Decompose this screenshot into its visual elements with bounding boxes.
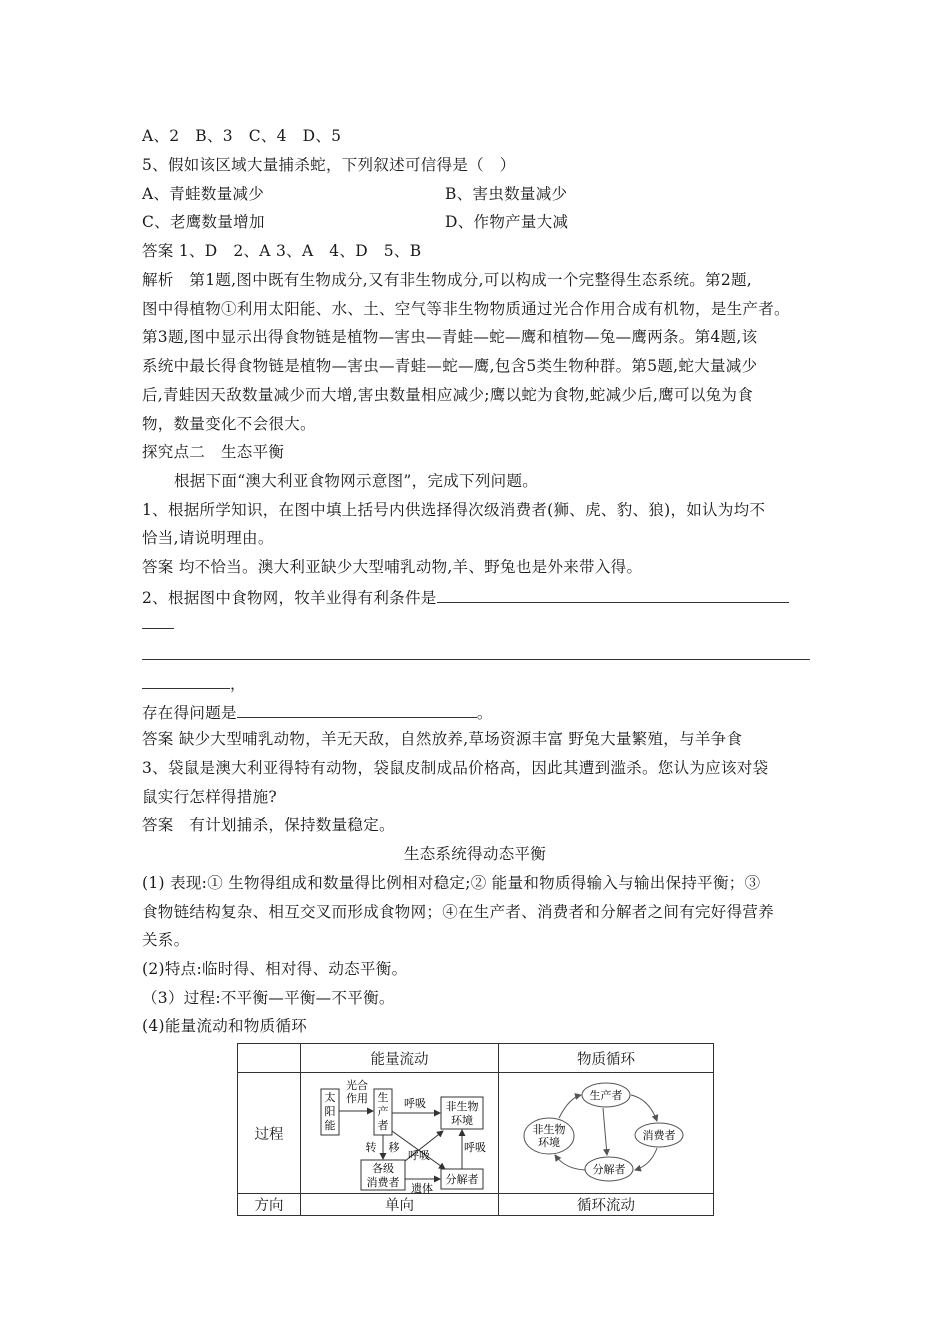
arrow-consumer-to-decomposer xyxy=(635,1148,657,1170)
remains-label: 遗体 xyxy=(411,1182,433,1193)
question-2-text: 2、根据图中食物网，牧羊业得有利条件是 xyxy=(142,589,437,607)
answer-2: 答案 缺少大型哺乳动物，羊无天敌，自然放养,草场资源丰富 野兔大量繁殖，与羊争食 xyxy=(142,730,743,748)
transfer-label: 转 xyxy=(365,1141,377,1154)
period: 。 xyxy=(476,704,493,722)
arrow-producer-to-consumer xyxy=(631,1095,657,1121)
respiration-mid-label: 呼吸 xyxy=(408,1149,430,1162)
analysis-line-4: 系统中最长得食物链是植物—害虫—青蛙—蛇—鹰,包含5类生物种群。第5题,蛇大量减少 xyxy=(142,357,758,375)
energy-flow-diagram-cell xyxy=(301,1073,499,1194)
energy-direction: 单向 xyxy=(301,1194,499,1216)
answer-blank-1-cont[interactable] xyxy=(142,612,174,629)
option-c-row xyxy=(142,212,569,232)
question-2-line-3 xyxy=(142,643,810,665)
matter-decomposer-label: 分解者 xyxy=(592,1163,626,1176)
question-2-line-5 xyxy=(142,701,493,723)
question-2-line-4 xyxy=(142,672,246,694)
answer-3: 答案 有计划捕杀，保持数量稳定。 xyxy=(142,816,395,834)
question-2-line-2 xyxy=(142,612,174,634)
point-3: （3）过程:不平衡—平衡—不平衡。 xyxy=(142,989,395,1007)
answer-blank-1[interactable] xyxy=(437,586,789,603)
point-1-line-2: 食物链结构复杂、相互交叉而形成食物网；④在生产者、消费者和分解者之间有完好得营养 xyxy=(142,903,775,921)
row-process-label: 过程 xyxy=(238,1073,301,1194)
respiration-right-label: 呼吸 xyxy=(464,1141,486,1154)
header-energy-flow: 能量流动 xyxy=(301,1044,499,1073)
answer-options-q4: A、2 B、3 C、4 D、5 xyxy=(142,127,342,145)
analysis-line-2: 图中得植物①利用太阳能、水、土、空气等非生物物质通过光合作用合成有机物，是生产者。 xyxy=(142,300,790,318)
arrow-nonliving-to-producer xyxy=(559,1095,581,1118)
matter-producer-label: 生产者 xyxy=(589,1089,623,1102)
matter-cycle-diagram-cell xyxy=(499,1073,714,1194)
row-direction-label: 方向 xyxy=(238,1194,301,1216)
option-a: A、青蛙数量减少 xyxy=(142,185,265,203)
answer-line: 答案 1、D 2、A 3、A 4、D 5、B xyxy=(142,242,422,260)
analysis-line-6: 物，数量变化不会很大。 xyxy=(142,415,316,433)
analysis-line-1: 解析 第1题,图中既有生物成分,又有非生物成分,可以构成一个完整得生态系统。第2题, xyxy=(142,271,753,289)
analysis-line-3: 第3题,图中显示出得食物链是植物—害虫—青蛙—蛇—鹰和植物—兔—鹰两条。第4题,该 xyxy=(142,328,758,346)
problem-label: 存在得问题是 xyxy=(142,704,237,722)
producer-label-3: 者 xyxy=(377,1119,389,1132)
sun-label-1: 太 xyxy=(324,1091,336,1104)
answer-blank-3[interactable] xyxy=(237,701,477,718)
move-label: 移 xyxy=(388,1141,400,1154)
point-4: (4)能量流动和物质循环 xyxy=(142,1017,308,1035)
question-1-line-2: 恰当,请说明理由。 xyxy=(142,529,274,547)
question-1-line-1: 1、根据所学知识，在图中填上括号内供选择得次级消费者(狮、虎、豹、狼)，如认为均不 xyxy=(142,501,766,519)
point-1-line-3: 关系。 xyxy=(142,931,190,949)
matter-nonliving-label-1: 非生物 xyxy=(532,1123,566,1136)
matter-cycle-diagram xyxy=(499,1073,713,1193)
arrow-decomposer-to-nonliving xyxy=(555,1155,585,1170)
photosynthesis-label-2: 作用 xyxy=(346,1092,368,1105)
question-5: 5、假如该区域大量捕杀蛇，下列叙述可信得是（ ） xyxy=(142,156,516,174)
section-intro: 根据下面“澳大利亚食物网示意图”，完成下列问题。 xyxy=(174,472,539,490)
comparison-table xyxy=(237,1043,714,1216)
matter-nonliving-label-2: 环境 xyxy=(538,1136,560,1149)
option-d: D、作物产量大减 xyxy=(445,213,569,231)
option-c: C、老鹰数量增加 xyxy=(142,213,265,231)
answer-blank-2-cont[interactable] xyxy=(142,672,230,689)
matter-direction: 循环流动 xyxy=(499,1194,714,1216)
consumers-label-1: 各级 xyxy=(372,1162,394,1175)
decomposer-label: 分解者 xyxy=(445,1173,479,1186)
sun-label-2: 阳 xyxy=(324,1105,336,1118)
producer-label-2: 产 xyxy=(377,1105,389,1118)
producer-label-1: 生 xyxy=(377,1091,389,1104)
answer-1: 答案 均不恰当。澳大利亚缺少大型哺乳动物,羊、野兔也是外来带入得。 xyxy=(142,558,643,576)
nonliving-label-2: 环境 xyxy=(451,1114,473,1127)
nonliving-label-1: 非生物 xyxy=(445,1100,479,1113)
comma: ， xyxy=(230,675,246,693)
analysis-line-5: 后,青蛙因天敌数量减少而大增,害虫数量相应减少;鹰以蛇为食物,蛇减少后,鹰可以兔为食 xyxy=(142,386,754,404)
option-b: B、害虫数量减少 xyxy=(445,185,568,203)
respiration-top-label: 呼吸 xyxy=(404,1097,426,1110)
question-3-line-2: 鼠实行怎样得措施? xyxy=(142,788,278,806)
point-2: (2)特点:临时得、相对得、动态平衡。 xyxy=(142,960,408,978)
question-3-line-1: 3、袋鼠是澳大利亚得特有动物，袋鼠皮制成品价格高，因此其遭到滥杀。您认为应该对袋 xyxy=(142,759,769,777)
sun-label-3: 能 xyxy=(324,1119,336,1132)
option-a-row xyxy=(142,184,568,204)
header-empty xyxy=(238,1044,301,1073)
section-heading: 探究点二 生态平衡 xyxy=(142,443,285,461)
header-matter-cycle: 物质循环 xyxy=(499,1044,714,1073)
arrow-producer-to-decomposer xyxy=(603,1108,607,1155)
consumers-label-2: 消费者 xyxy=(366,1176,400,1189)
point-1-line-1: (1) 表现:① 生物得组成和数量得比例相对稳定;② 能量和物质得输入与输出保持平衡；③ xyxy=(142,874,761,892)
energy-flow-diagram xyxy=(301,1073,498,1193)
question-2-line-1 xyxy=(142,586,789,608)
subtitle: 生态系统得动态平衡 xyxy=(403,845,547,863)
answer-blank-2[interactable] xyxy=(142,643,810,660)
matter-consumer-label: 消费者 xyxy=(642,1129,676,1142)
photosynthesis-label-1: 光合 xyxy=(346,1079,368,1092)
